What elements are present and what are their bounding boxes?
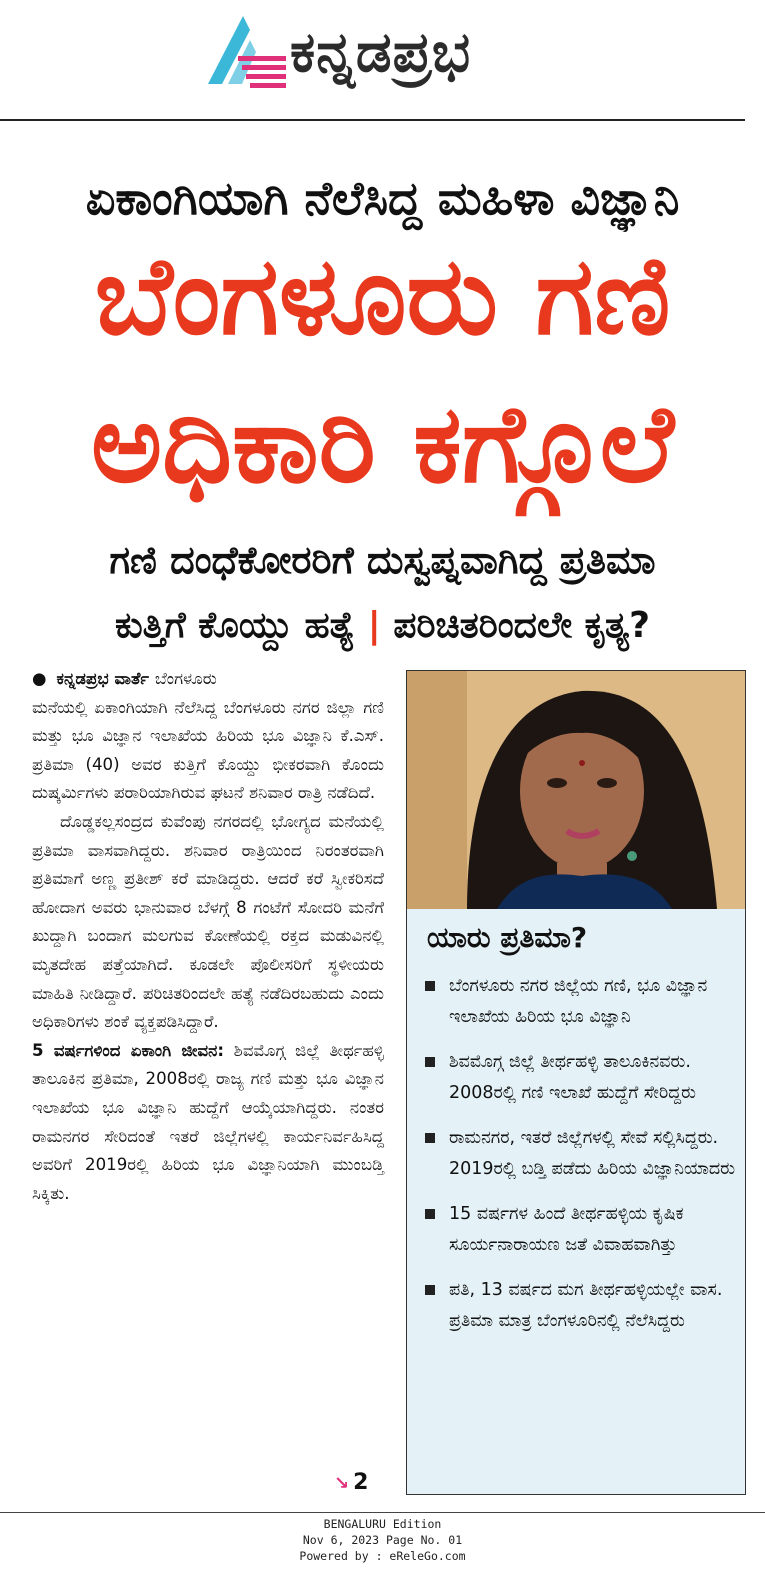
footer-edition: BENGALURU Edition [323,1517,442,1531]
article-subhead: 5 ವರ್ಷಗಳಿಂದ ಏಕಾಂಗಿ ಜೀವನ: [32,1040,224,1060]
list-item [425,1199,737,1261]
list-item-text: 15 ವರ್ಷಗಳ ಹಿಂದೆ ತೀರ್ಥಹಳ್ಳಿಯ ಕೃಷಿಕ ಸೂರ್ಯನಾರಾಯಣ ಜತೆ ವಿವಾಹವಾಗಿತ್ತು [449,1204,684,1255]
deck-line-2b: ಪರಿಚಿತರಿಂದಲೇ ಕೃತ್ಯ? [393,605,650,646]
continued-page-number: 2 [353,1470,369,1495]
article-paragraph-2: ದೊಡ್ಡಕಲ್ಲಸಂದ್ರದ ಕುವೆಂಪು ನಗರದಲ್ಲಿ ಭೋಗ್ಯದ ಮನೆಯಲ್ಲಿ ಪ್ರತಿಮಾ ವಾಸವಾಗಿದ್ದರು. ಶನಿವಾರ ರಾತ್ರಿಯಿಂದ ನಿರಂತರವಾಗಿ ಪ್ರತಿಮಾಗೆ ಅಣ್ಣ ಪ್ರತೀಶ್ ಕರೆ ಮಾಡಿದ್ದರು. ಆದರೆ ಕರೆ ಸ್ವೀಕರಿಸದೆ ಹೋದಾಗ ಅವರು ಭಾನುವಾರ ಬೆಳಗ್ಗೆ 8 ಗಂಟೆಗೆ ಸೋದರಿ ಮನೆಗೆ ಖುದ್ದಾಗಿ ಬಂದಾಗ ಮಲಗುವ ಕೋಣೆಯಲ್ಲಿ ರಕ್ತದ ಮಡುವಿನಲ್ಲಿ ಮೃತದೇಹ ಪತ್ತೆಯಾಗಿದೆ. ಕೂಡಲೇ ಪೊಲೀಸರಿಗೆ ಸ್ಥಳೀಯರು ಮಾಹಿತಿ ನೀಡಿದ್ದಾರೆ. ಪರಿಚಿತರಿಂದಲೇ ಹತ್ಯೆ ನಡೆದಿರಬಹುದು ಎಂದು ಅಧಿಕಾರಿಗಳು ಶಂಕೆ ವ್ಯಕ್ತಪಡಿಸಿದ್ದಾರೆ. [32,811,384,1032]
bullet-icon: ● [32,669,47,688]
kannadaprabha-logo-icon [198,12,288,90]
deck-separator: | [367,605,381,646]
portrait-illustration [407,671,745,909]
masthead-divider [0,119,745,121]
list-item-text: ಪತಿ, 13 ವರ್ಷದ ಮಗ ತೀರ್ಥಹಳ್ಳಿಯಲ್ಲೇ ವಾಸ. ಪ್ರತಿಮಾ ಮಾತ್ರ ಬೆಂಗಳೂರಿನಲ್ಲಿ ನೆಲೆಸಿದ್ದರು [449,1280,723,1331]
byline [32,665,384,694]
list-item-text: ರಾಮನಗರ, ಇತರೆ ಜಿಲ್ಲೆಗಳಲ್ಲಿ ಸೇವೆ ಸಲ್ಲಿಸಿದ್ದರು. 2019ರಲ್ಲಿ ಬಡ್ತಿ ಪಡೆದು ಹಿರಿಯ ವಿಜ್ಞಾನಿಯಾದರು [449,1128,736,1179]
deck-line-1: ಗಣಿ ದಂಧೆಕೋರರಿಗೆ ದುಸ್ವಪ್ನವಾಗಿದ್ದ ಪ್ರತಿಮಾ [109,538,656,582]
byline-place: ಬೆಂಗಳೂರು [154,669,217,688]
list-item-text: ಶಿವಮೊಗ್ಗ ಜಿಲ್ಲೆ ತೀರ್ಥಹಳ್ಳಿ ತಾಲೂಕಿನವರು. 2008ರಲ್ಲಿ ಗಣಿ ಇಲಾಖೆ ಹುದ್ದೆಗೆ ಸೇರಿದ್ದರು [449,1052,696,1103]
article-paragraph-3-text: ಶಿವಮೊಗ್ಗ ಜಿಲ್ಲೆ ತೀರ್ಥಹಳ್ಳಿ ತಾಲೂಕಿನ ಪ್ರತಿಮಾ, 2008ರಲ್ಲಿ ರಾಜ್ಯ ಗಣಿ ಮತ್ತು ಭೂ ವಿಜ್ಞಾನ ಇಲಾಖೆಯ ಭೂ ವಿಜ್ಞಾನಿ ಹುದ್ದೆಗೆ ಆಯ್ಕೆಯಾಗಿದ್ದರು. ನಂತರ ರಾಮನಗರ ಸೇರಿದಂತೆ ಇತರೆ ಜಿಲ್ಲೆಗಳಲ್ಲಿ ಕಾರ್ಯನಿರ್ವಹಿಸಿದ್ದ ಅವರಿಗೆ 2019ರಲ್ಲಿ ಹಿರಿಯ ಭೂ ವಿಜ್ಞಾನಿಯಾಗಿ ಮುಂಬಡ್ತಿ ಸಿಕ್ಕಿತು. [32,1040,384,1203]
footer-powered-by[interactable]: Powered by : eReleGo.com [299,1549,466,1563]
list-item [425,1047,737,1109]
square-bullet-icon [425,1057,435,1067]
headline-line-1: ಬೆಂಗಳೂರು ಗಣಿ [94,234,671,359]
headline-line-2: ಅಧಿಕಾರಿ ಕಗ್ಗೊಲೆ [91,382,674,507]
square-bullet-icon [425,1285,435,1295]
list-item [425,1123,737,1185]
headline-kicker: ಏಕಾಂಗಿಯಾಗಿ ನೆಲೆಸಿದ್ದ ಮಹಿಳಾ ವಿಜ್ಞಾನಿ [85,171,680,225]
deck-line-2a: ಕುತ್ತಿಗೆ ಕೊಯ್ದು ಹತ್ಯೆ [115,605,356,646]
byline-source: ಕನ್ನಡಪ್ರಭ ವಾರ್ತೆ [56,669,150,688]
footer-divider [0,1512,765,1513]
masthead-title: ಕನ್ನಡಪ್ರಭ [290,20,472,85]
article-paragraph-3 [32,1037,384,1209]
square-bullet-icon [425,1133,435,1143]
sidebar-box [406,670,746,1495]
sidebar-list [425,971,737,1351]
list-item [425,971,737,1033]
list-item-text: ಬೆಂಗಳೂರು ನಗರ ಜಿಲ್ಲೆಯ ಗಣಿ, ಭೂ ವಿಜ್ಞಾನ ಇಲಾಖೆಯ ಹಿರಿಯ ಭೂ ವಿಜ್ಞಾನಿ [449,976,708,1027]
continued-marker[interactable] [334,1470,368,1495]
sidebar-title: ಯಾರು ಪ್ರತಿಮಾ? [427,921,588,954]
footer [0,1516,765,1564]
article-body [32,665,384,1208]
footer-date-page: Nov 6, 2023 Page No. 01 [302,1533,463,1547]
masthead [0,0,765,120]
arrow-down-right-icon: ↘ [334,1473,350,1494]
square-bullet-icon [425,981,435,991]
portrait-photo [407,671,745,909]
deck-line-2 [0,599,765,653]
article-paragraph-1: ಮನೆಯಲ್ಲಿ ಏಕಾಂಗಿಯಾಗಿ ನೆಲೆಸಿದ್ದ ಬೆಂಗಳೂರು ನಗರ ಜಿಲ್ಲಾ ಗಣಿ ಮತ್ತು ಭೂ ವಿಜ್ಞಾನ ಇಲಾಖೆಯ ಹಿರಿಯ ಭೂ ವಿಜ್ಞಾನಿ ಕೆ.ಎಸ್. ಪ್ರತಿಮಾ (40) ಅವರ ಕುತ್ತಿಗೆ ಕೊಯ್ದು ಭೀಕರವಾಗಿ ಕೊಂದು ದುಷ್ಕರ್ಮಿಗಳು ಪರಾರಿಯಾಗಿರುವ ಘಟನೆ ಶನಿವಾರ ರಾತ್ರಿ ನಡೆದಿದೆ. [32,697,384,803]
list-item [425,1275,737,1337]
square-bullet-icon [425,1209,435,1219]
